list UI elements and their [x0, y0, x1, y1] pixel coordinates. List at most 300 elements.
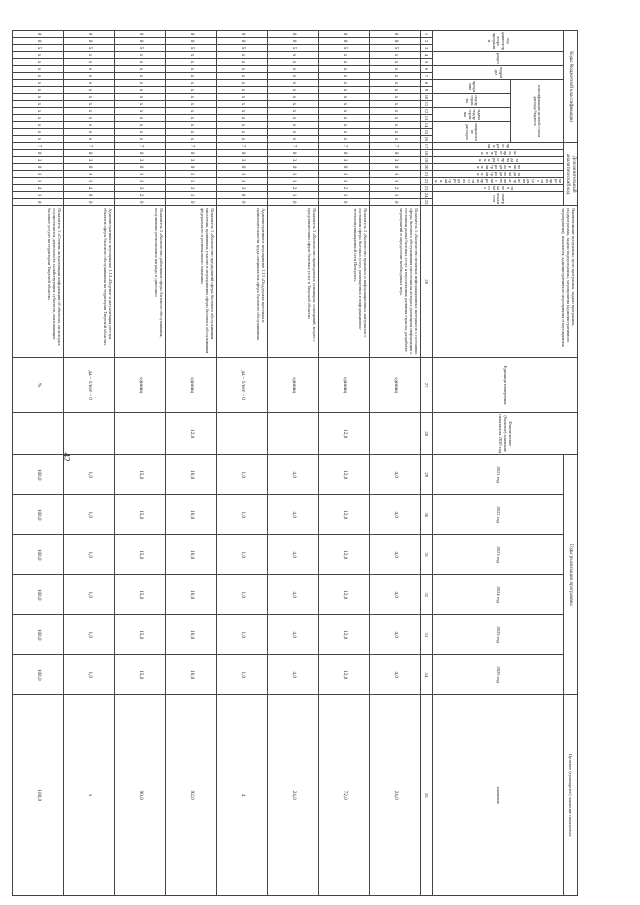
column-number-row: [420, 31, 433, 896]
code-cell: 0: [63, 199, 114, 206]
code-cell: 0: [216, 38, 267, 45]
base-value-cell: [216, 413, 267, 455]
unit-cell: единиц: [369, 358, 420, 413]
year-value-cell: 4,0: [369, 615, 420, 655]
code-cell: х: [114, 87, 165, 94]
year-value-cell: 4,0: [369, 535, 420, 575]
year-value-cell: 100,0: [12, 655, 63, 695]
code-cell: х: [63, 101, 114, 108]
code-cell: 5: [114, 45, 165, 52]
column-number: 28: [420, 413, 433, 455]
code-cell: 0: [267, 31, 318, 38]
indicator-name-cell: Показатель 2 «Количество работников сферы бытового обслуживания, получивших региональные награды и дипломы»: [114, 206, 165, 358]
code-cell: 0: [318, 31, 369, 38]
code-cell: х: [369, 80, 420, 87]
column-number: 35: [420, 695, 433, 896]
year-value-cell: 4,0: [369, 455, 420, 495]
unit-cell: единиц: [114, 358, 165, 413]
code-cell: 1: [63, 178, 114, 185]
column-number: 29: [420, 455, 433, 495]
code-cell: 0: [63, 31, 114, 38]
code-cell: х: [216, 136, 267, 143]
code-cell: 0: [369, 150, 420, 157]
column-number: 10: [420, 94, 433, 101]
code-cell: х: [165, 129, 216, 136]
year-value-cell: 4,0: [267, 495, 318, 535]
target-value-cell: 24,0: [369, 695, 420, 896]
code-cell: х: [63, 108, 114, 115]
years-group-header: Годы реализации программы: [564, 455, 578, 695]
code-cell: х: [165, 115, 216, 122]
codes-group-header: Коды бюджетной классификации: [564, 31, 578, 143]
code-cell: 0: [12, 164, 63, 171]
code-cell: х: [216, 73, 267, 80]
code-cell: 0: [63, 192, 114, 199]
column-number: 33: [420, 615, 433, 655]
table-row: [165, 31, 216, 896]
year-value-cell: 4,0: [267, 575, 318, 615]
column-number: 4: [420, 52, 433, 59]
code-cell: 7: [63, 143, 114, 150]
code-cell: х: [318, 115, 369, 122]
code-cell: 2: [369, 185, 420, 192]
unit-cell: %: [12, 358, 63, 413]
code-cell: х: [12, 108, 63, 115]
code-cell: х: [267, 73, 318, 80]
code-cell: 0: [165, 31, 216, 38]
code-cell: х: [318, 101, 369, 108]
code-cell: х: [114, 108, 165, 115]
code-cell: 0: [369, 199, 420, 206]
code-cell: х: [267, 115, 318, 122]
code-cell: х: [114, 73, 165, 80]
code-cell: 5: [165, 45, 216, 52]
code-cell: 0: [165, 164, 216, 171]
code-cell: х: [216, 52, 267, 59]
code-cell: х: [369, 52, 420, 59]
column-number: 17: [420, 143, 433, 150]
subprogram-header: подпрограмма: [433, 94, 510, 108]
code-cell: х: [369, 66, 420, 73]
year-value-cell: 16,0: [165, 535, 216, 575]
table-row: [216, 31, 267, 896]
code-cell: х: [318, 129, 369, 136]
code-cell: 1: [63, 171, 114, 178]
column-number: 9: [420, 87, 433, 94]
code-cell: х: [216, 66, 267, 73]
code-cell: 4: [12, 185, 63, 192]
code-cell: 0: [63, 150, 114, 157]
code-cell: х: [12, 59, 63, 66]
program-indicators-table: [12, 30, 578, 896]
code-cell: х: [165, 108, 216, 115]
code-cell: х: [267, 94, 318, 101]
year-value-cell: 1,0: [216, 575, 267, 615]
code-cell: х: [63, 87, 114, 94]
code-cell: х: [318, 80, 369, 87]
base-value-cell: 12,0: [318, 413, 369, 455]
code-cell: х: [216, 87, 267, 94]
code-cell: 1: [165, 192, 216, 199]
code-cell: 0: [216, 164, 267, 171]
year-value-cell: 12,0: [318, 455, 369, 495]
code-cell: 3: [216, 185, 267, 192]
code-cell: х: [165, 94, 216, 101]
code-cell: 0: [165, 150, 216, 157]
column-number: 2: [420, 38, 433, 45]
code-cell: х: [216, 108, 267, 115]
code-cell: х: [114, 94, 165, 101]
code-cell: 3: [114, 157, 165, 164]
code-cell: х: [369, 94, 420, 101]
column-number: 27: [420, 358, 433, 413]
year-value-cell: 1,0: [63, 495, 114, 535]
code-cell: х: [165, 66, 216, 73]
code-cell: 0: [267, 164, 318, 171]
code-cell: х: [318, 52, 369, 59]
code-cell: х: [165, 122, 216, 129]
target-value-cell: 72,0: [318, 695, 369, 896]
code-cell: 7: [369, 143, 420, 150]
code-cell: 0: [12, 31, 63, 38]
year-value-cell: 100,0: [12, 455, 63, 495]
year-header-2021: 2021 год: [433, 455, 564, 495]
code-cell: х: [165, 80, 216, 87]
code-cell: 1: [369, 178, 420, 185]
year-header-2023: 2023 год: [433, 535, 564, 575]
code-cell: 7: [216, 143, 267, 150]
column-number: 23: [420, 185, 433, 192]
code-cell: х: [12, 66, 63, 73]
code-cell: х: [267, 80, 318, 87]
code-cell: 0: [114, 150, 165, 157]
code-cell: х: [369, 122, 420, 129]
code-cell: 0: [165, 199, 216, 206]
podrazdel-header: подраздел: [433, 66, 564, 80]
code-cell: х: [63, 94, 114, 101]
year-value-cell: 1,0: [216, 615, 267, 655]
code-cell: 1: [165, 171, 216, 178]
analytic-group-header: Дополнительный аналитический код: [564, 143, 578, 206]
code-cell: х: [114, 66, 165, 73]
analytic-col-goal: цель программы: [433, 150, 564, 157]
indicator-name-cell: Показатель 1 «Степень актуализации информации об объектах, на которых осуществляется деятельность хозяйствующих субъектов, оказывающих бытовые услуги на территории Тверской области»: [12, 206, 63, 358]
code-cell: х: [165, 59, 216, 66]
column-number: 18: [420, 150, 433, 157]
code-cell: 1: [216, 178, 267, 185]
code-cell: 1: [114, 171, 165, 178]
code-cell: х: [216, 101, 267, 108]
year-value-cell: 1,0: [216, 495, 267, 535]
year-value-cell: 1,0: [216, 655, 267, 695]
code-cell: х: [369, 115, 420, 122]
code-cell: х: [216, 94, 267, 101]
code-cell: х: [216, 80, 267, 87]
code-cell: х: [114, 80, 165, 87]
code-cell: 7: [12, 143, 63, 150]
classification-group-header: классификация целевой статьи расхода бюджета: [510, 80, 563, 143]
column-number: 1: [420, 31, 433, 38]
base-value-cell: [12, 413, 63, 455]
code-cell: 3: [165, 185, 216, 192]
rotated-table-container: [35, 30, 578, 895]
code-cell: 1: [165, 178, 216, 185]
column-number: 5: [420, 59, 433, 66]
program-header: программа: [433, 80, 510, 94]
year-value-cell: 1,0: [63, 455, 114, 495]
code-cell: 0: [216, 150, 267, 157]
page-number: 42: [61, 452, 72, 462]
code-cell: 7: [165, 143, 216, 150]
unit-cell: единиц: [165, 358, 216, 413]
code-cell: 3: [114, 185, 165, 192]
unit-cell: единиц: [318, 358, 369, 413]
code-cell: 0: [318, 150, 369, 157]
code-cell: 0: [114, 164, 165, 171]
code-cell: х: [63, 59, 114, 66]
code-cell: 1: [114, 178, 165, 185]
code-cell: х: [369, 136, 420, 143]
indicator-name-cell: Показатель 3 «Количество проведенных семинаров, совещаний, встреч с представителями сферы бытовых услуг в Тверской области»: [267, 206, 318, 358]
year-header-2026: 2026 год: [433, 655, 564, 695]
code-cell: 3: [267, 157, 318, 164]
code-cell: х: [318, 73, 369, 80]
code-cell: х: [267, 59, 318, 66]
analytic-col-number: номер показателя: [433, 192, 564, 206]
analytic-col-activity: мероприятие (административное мероприятие) подпрограммы: [434, 178, 564, 184]
column-number: 34: [420, 655, 433, 695]
code-cell: х: [63, 122, 114, 129]
code-cell: 0: [12, 150, 63, 157]
code-cell: 1: [318, 171, 369, 178]
column-number: 3: [420, 45, 433, 52]
column-number: 8: [420, 80, 433, 87]
analytic-col-subprogram: номер подпрограммы: [433, 164, 564, 171]
year-value-cell: 1,0: [216, 535, 267, 575]
code-cell: 5: [63, 45, 114, 52]
code-cell: х: [267, 101, 318, 108]
indicator-name-cell: Показатель 1 «Количество предприятий сферы бытового обслуживания населения, принявших участие в мероприятиях сферы бытового обслуживания федерального и регионального значения»: [165, 206, 216, 358]
code-cell: 7: [114, 143, 165, 150]
year-value-cell: 15,0: [114, 455, 165, 495]
target-value-cell: х: [63, 695, 114, 896]
code-cell: 2: [114, 192, 165, 199]
base-year-column-header: Фактическое (базовое) значение показателя 2020 год: [433, 413, 578, 455]
column-number: 11: [420, 101, 433, 108]
code-cell: 3: [165, 157, 216, 164]
code-cell: х: [63, 52, 114, 59]
target-value-cell: 24,0: [267, 695, 318, 896]
table-row: [114, 31, 165, 896]
column-number: 15: [420, 129, 433, 136]
year-value-cell: 4,0: [267, 615, 318, 655]
code-cell: х: [267, 66, 318, 73]
code-cell: х: [12, 73, 63, 80]
indicator-name-cell: Показатель 1 «Количество печатных информационных материалов о состоянии сферы бытового обслуживания населения на которых размещена информация о состоянии рынка бытовых услуг и перспективах развития отрасли, разработке мероприятий и определение необходимых мер»: [369, 206, 420, 358]
year-value-cell: 16,0: [165, 455, 216, 495]
code-cell: х: [63, 80, 114, 87]
code-cell: 1: [267, 192, 318, 199]
code-cell: 1: [12, 178, 63, 185]
year-value-cell: 12,0: [318, 655, 369, 695]
year-value-cell: 16,0: [165, 495, 216, 535]
code-cell: х: [114, 59, 165, 66]
code-cell: 0: [267, 150, 318, 157]
year-value-cell: 16,0: [165, 615, 216, 655]
code-cell: х: [12, 87, 63, 94]
code-cell: 4: [63, 185, 114, 192]
code-cell: х: [114, 52, 165, 59]
column-number: 24: [420, 192, 433, 199]
code-cell: х: [216, 115, 267, 122]
code-cell: х: [12, 115, 63, 122]
target-value-cell: 90,0: [114, 695, 165, 896]
code-cell: 7: [318, 143, 369, 150]
column-number: 19: [420, 157, 433, 164]
base-value-cell: [369, 413, 420, 455]
code-cell: 3: [318, 157, 369, 164]
code-cell: 1: [369, 192, 420, 199]
year-value-cell: 100,0: [12, 615, 63, 655]
code-cell: х: [216, 122, 267, 129]
code-cell: х: [114, 122, 165, 129]
name-column-header: Наименование программы, цели программы, задачи программы, подпрограммы, задачи подпрограммы, мероприятия (административного мероприятия), показателя, административного мероприятия и мероприятия: [433, 206, 578, 358]
unit-cell: да – 1/нет – 0: [216, 358, 267, 413]
code-cell: 2: [318, 185, 369, 192]
code-cell: х: [318, 108, 369, 115]
code-cell: 0: [114, 31, 165, 38]
code-cell: 5: [267, 45, 318, 52]
year-value-cell: 4,0: [267, 655, 318, 695]
code-cell: х: [318, 59, 369, 66]
code-cell: 0: [114, 199, 165, 206]
year-value-cell: 15,0: [114, 575, 165, 615]
year-value-cell: 15,0: [114, 495, 165, 535]
year-value-cell: 4,0: [369, 575, 420, 615]
code-cell: х: [63, 73, 114, 80]
column-number: 12: [420, 108, 433, 115]
task-subprogram-header: задача подпрограммы: [433, 108, 510, 122]
code-cell: 0: [114, 38, 165, 45]
column-number: 6: [420, 66, 433, 73]
year-value-cell: 16,0: [165, 575, 216, 615]
year-value-cell: 100,0: [12, 575, 63, 615]
code-cell: 0: [369, 164, 420, 171]
admin-code-header: код администратора программы: [433, 31, 564, 52]
code-cell: х: [267, 129, 318, 136]
razdel-header: раздел: [433, 52, 564, 66]
code-cell: 0: [318, 199, 369, 206]
code-cell: х: [165, 101, 216, 108]
code-cell: 1: [267, 178, 318, 185]
code-cell: х: [114, 129, 165, 136]
code-cell: х: [63, 136, 114, 143]
code-cell: х: [63, 129, 114, 136]
code-cell: х: [267, 108, 318, 115]
year-header-2025: 2025 год: [433, 615, 564, 655]
column-number: 22: [420, 178, 433, 185]
code-cell: 0: [63, 38, 114, 45]
code-cell: 3: [12, 157, 63, 164]
year-value-cell: 1,0: [63, 535, 114, 575]
column-number: 7: [420, 73, 433, 80]
unit-cell: единиц: [267, 358, 318, 413]
code-cell: х: [165, 73, 216, 80]
year-value-cell: 4,0: [267, 535, 318, 575]
column-number: 26: [420, 206, 433, 358]
column-number: 20: [420, 164, 433, 171]
code-cell: х: [369, 101, 420, 108]
code-cell: 1: [267, 171, 318, 178]
table-row: [318, 31, 369, 896]
code-cell: 5: [369, 45, 420, 52]
table-row: [12, 31, 63, 896]
code-cell: 0: [216, 31, 267, 38]
target-value-header: значение: [433, 695, 564, 896]
year-value-cell: 12,0: [318, 615, 369, 655]
year-value-cell: 12,0: [318, 495, 369, 535]
code-cell: х: [63, 66, 114, 73]
target-value-cell: 92,0: [165, 695, 216, 896]
code-cell: х: [114, 136, 165, 143]
table-row: [369, 31, 420, 896]
indicator-name-cell: Показатель 2 «Количество правовых и информационных материалов о состоянии сферы бытовых услуг, размещенных в информационно-телекоммуникационной сети Интернет»: [318, 206, 369, 358]
column-number: 21: [420, 171, 433, 178]
year-value-cell: 12,0: [318, 575, 369, 615]
code-cell: х: [216, 129, 267, 136]
column-number: 16: [420, 136, 433, 143]
code-cell: 0: [216, 192, 267, 199]
year-value-cell: 1,0: [63, 655, 114, 695]
code-cell: 0: [369, 38, 420, 45]
indicator-name-cell: Административное мероприятие 1.13 «Поддержка престижа и привлекательности труда специалистов сферы бытового обслуживания»: [216, 206, 267, 358]
code-cell: 0: [216, 199, 267, 206]
code-cell: 0: [267, 199, 318, 206]
year-header-2024: 2024 год: [433, 575, 564, 615]
table-row: [63, 31, 114, 896]
code-cell: х: [318, 66, 369, 73]
code-cell: х: [369, 87, 420, 94]
column-number: 32: [420, 575, 433, 615]
code-cell: х: [165, 87, 216, 94]
analytic-col-type: тип показателя: [433, 185, 564, 192]
code-cell: 0: [165, 38, 216, 45]
column-number: 25: [420, 199, 433, 206]
column-number: 30: [420, 495, 433, 535]
code-cell: х: [165, 52, 216, 59]
year-value-cell: 15,0: [114, 535, 165, 575]
code-cell: 0: [318, 38, 369, 45]
code-cell: 0: [267, 38, 318, 45]
code-cell: 1: [369, 171, 420, 178]
code-cell: 0: [12, 199, 63, 206]
column-number: 13: [420, 115, 433, 122]
analytic-col-program: программа: [433, 143, 564, 150]
code-cell: х: [12, 136, 63, 143]
code-cell: х: [12, 52, 63, 59]
year-value-cell: 1,0: [216, 455, 267, 495]
year-value-cell: 12,0: [318, 535, 369, 575]
year-value-cell: 4,0: [369, 495, 420, 535]
code-cell: х: [12, 94, 63, 101]
year-value-cell: 100,0: [12, 535, 63, 575]
base-value-cell: [114, 413, 165, 455]
column-number: 14: [420, 122, 433, 129]
year-value-cell: 4,0: [369, 655, 420, 695]
indicator-name-cell: Административное мероприятие 1.14 «Ведение и актуализация реестра объектов сферы бытового обслуживания на территории Тверской области»: [63, 206, 114, 358]
code-cell: 3: [216, 157, 267, 164]
year-value-cell: 1,0: [63, 575, 114, 615]
